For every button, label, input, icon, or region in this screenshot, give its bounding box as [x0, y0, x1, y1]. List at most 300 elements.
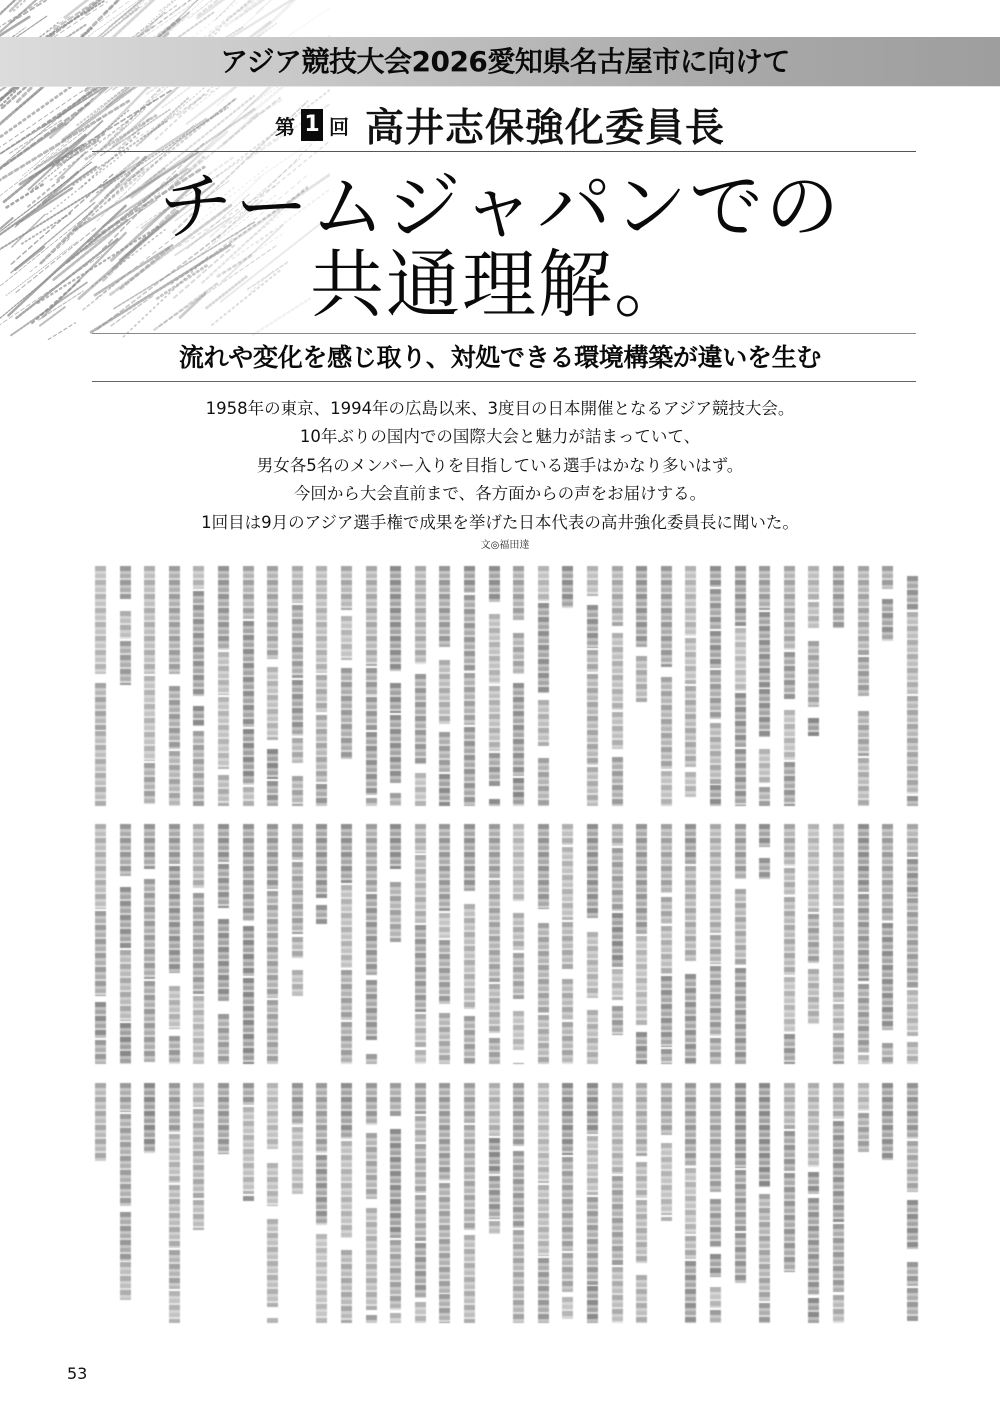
blurred-text-run: [316, 1083, 327, 1153]
blurred-text-run: [882, 923, 893, 1030]
blurred-text-run: [784, 710, 795, 760]
blurred-text-run: [193, 706, 204, 726]
blurred-text-run: [366, 732, 377, 795]
blurred-text-run: [882, 599, 893, 641]
blurred-text-run: [218, 652, 229, 695]
blurred-text-run: [710, 1038, 721, 1064]
blurred-text-run: [562, 922, 573, 969]
blurred-text-run: [267, 566, 278, 659]
blurred-text-run: [243, 787, 254, 806]
blurred-text-run: [95, 731, 106, 806]
blurred-text-run: [833, 1033, 844, 1064]
blurred-text-run: [710, 1310, 721, 1323]
blurred-text-run: [513, 683, 524, 776]
blurred-text-run: [120, 1023, 131, 1064]
blurred-text-run: [120, 611, 131, 639]
blurred-text-run: [538, 1083, 549, 1183]
blurred-text-run: [685, 566, 696, 636]
blurred-text-run: [193, 996, 204, 1064]
blurred-text-run: [858, 824, 869, 892]
blurred-text-run: [882, 824, 893, 921]
blurred-text-run: [316, 566, 327, 673]
blurred-text-run: [685, 1261, 696, 1323]
blurred-text-run: [833, 1004, 844, 1031]
blurred-text-run: [759, 1194, 770, 1301]
blurred-text-run: [415, 824, 426, 853]
blurred-text-run: [612, 848, 623, 911]
blurred-text-run: [390, 824, 401, 869]
blurred-text-run: [759, 612, 770, 688]
blurred-text-run: [267, 667, 278, 740]
blurred-text-run: [464, 1016, 475, 1064]
blurred-text-run: [341, 970, 352, 1020]
blurred-text-run: [587, 1197, 598, 1285]
blurred-text-run: [710, 723, 721, 784]
blurred-text-run: [833, 566, 844, 628]
blurred-text-run: [808, 1198, 819, 1295]
blurred-text-run: [415, 1116, 426, 1142]
blurred-text-run: [120, 1212, 131, 1261]
blurred-text-run: [562, 1157, 573, 1251]
blurred-text-run: [562, 1083, 573, 1155]
blurred-text-run: [562, 1022, 573, 1064]
blurred-text-run: [366, 1083, 377, 1125]
blurred-text-run: [587, 1136, 598, 1195]
blurred-text-run: [120, 1083, 131, 1112]
lead-paragraph: [0, 395, 1000, 537]
blurred-text-run: [341, 616, 352, 660]
blurred-text-run: [415, 925, 426, 1012]
blurred-text-run: [661, 1217, 672, 1221]
blurred-text-run: [735, 566, 746, 626]
blurred-text-run: [243, 1107, 254, 1194]
lead-line: 男女各5名のメンバー入りを目指している選手はかなり多いはず。: [256, 455, 744, 475]
blurred-text-run: [710, 1083, 721, 1192]
blurred-text-run: [193, 566, 204, 589]
blurred-text-run: [439, 1294, 450, 1323]
blurred-text-run: [341, 668, 352, 759]
blurred-text-run: [464, 595, 475, 671]
blurred-text-run: [833, 1121, 844, 1222]
blurred-text-run: [661, 824, 672, 893]
blurred-text-run: [710, 966, 721, 1036]
blurred-text-run: [759, 1303, 770, 1323]
blurred-text-run: [267, 1083, 278, 1149]
blurred-text-run: [858, 894, 869, 981]
blurred-text-run: [489, 799, 500, 806]
blurred-text-run: [759, 1083, 770, 1187]
blurred-text-run: [366, 980, 377, 1040]
blurred-text-run: [538, 700, 549, 746]
blurred-text-run: [316, 675, 327, 712]
episode-heading: [0, 96, 1000, 154]
blurred-text-run: [464, 566, 475, 593]
blurred-text-run: [193, 1083, 204, 1107]
blurred-text-run: [415, 566, 426, 664]
blurred-text-run: [292, 680, 303, 736]
blurred-text-run: [907, 1083, 918, 1139]
blurred-text-run: [587, 824, 598, 918]
blurred-text-run: [218, 824, 229, 862]
divider-top: [92, 151, 916, 152]
blurred-text-run: [120, 641, 131, 685]
blurred-text-run: [636, 656, 647, 702]
blurred-text-run: [169, 566, 180, 674]
blurred-text-run: [415, 1083, 426, 1114]
blurred-text-run: [735, 1083, 746, 1168]
blurred-text-run: [661, 677, 672, 769]
blurred-text-run: [685, 974, 696, 1064]
blurred-text-run: [710, 1254, 721, 1277]
blurred-text-run: [267, 891, 278, 998]
blurred-text-run: [882, 1083, 893, 1160]
blurred-text-run: [808, 824, 819, 912]
blurred-text-run: [169, 1291, 180, 1323]
blurred-text-run: [661, 1143, 672, 1215]
blurred-text-run: [243, 1196, 254, 1201]
author-credit: 文◎福田達: [480, 540, 530, 551]
blurred-text-run: [661, 897, 672, 924]
blurred-text-run: [562, 1297, 573, 1319]
scribble-stroke: [226, 0, 328, 26]
blurred-text-run: [169, 986, 180, 1029]
blurred-text-run: [710, 1199, 721, 1247]
blurred-text-run: [341, 1250, 352, 1323]
blurred-text-run: [612, 1083, 623, 1174]
blurred-text-run: [759, 824, 770, 847]
blurred-text-run: [390, 683, 401, 713]
blurred-text-run: [833, 1083, 844, 1119]
blurred-text-run: [661, 771, 672, 806]
blurred-text-run: [784, 1173, 795, 1272]
blurred-text-run: [292, 566, 303, 603]
blurred-text-run: [636, 1032, 647, 1064]
blurred-text-run: [267, 749, 278, 779]
blurred-text-run: [193, 893, 204, 994]
blurred-text-run: [661, 926, 672, 974]
blurred-text-run: [833, 1295, 844, 1323]
blurred-text-run: [538, 566, 549, 601]
blurred-text-run: [808, 602, 819, 628]
blurred-text-run: [636, 1162, 647, 1198]
blurred-text-run: [341, 1022, 352, 1064]
blurred-text-run: [316, 715, 327, 782]
blurred-text-run: [735, 628, 746, 691]
blurred-text-run: [489, 984, 500, 1033]
blurred-text-run: [735, 1233, 746, 1283]
blurred-text-run: [907, 824, 918, 857]
blurred-text-run: [439, 660, 450, 724]
blurred-text-run: [612, 757, 623, 806]
blurred-text-run: [513, 633, 524, 674]
blurred-text-run: [243, 1083, 254, 1105]
blurred-text-run: [636, 566, 647, 647]
blurred-text-run: [858, 1083, 869, 1111]
blurred-text-run: [243, 978, 254, 1064]
blurred-text-run: [120, 824, 131, 876]
blurred-text-run: [415, 773, 426, 806]
blurred-text-run: [267, 824, 278, 889]
blurred-text-run: [390, 715, 401, 783]
blurred-text-run: [489, 686, 500, 751]
blurred-text-run: [538, 824, 549, 909]
blurred-text-run: [169, 1083, 180, 1132]
headline-line-2: 共通理解。: [310, 242, 690, 328]
blurred-text-run: [95, 1002, 106, 1038]
blurred-text-run: [735, 693, 746, 747]
subheadline: 流れや変化を感じ取り、対処できる環境構築が違いを生む: [178, 343, 822, 372]
blurred-text-run: [735, 1170, 746, 1231]
blurred-text-run: [587, 932, 598, 998]
blurred-text-run: [366, 1054, 377, 1064]
blurred-text-run: [144, 824, 155, 869]
blurred-text-run: [710, 589, 721, 629]
blurred-text-run: [759, 749, 770, 783]
blurred-text-run: [661, 1083, 672, 1135]
blurred-text-run: [316, 1155, 327, 1225]
blurred-text-run: [513, 953, 524, 999]
blurred-text-run: [612, 969, 623, 1000]
blurred-text-run: [562, 847, 573, 920]
blurred-text-run: [710, 935, 721, 964]
blurred-text-run: [439, 1083, 450, 1181]
blurred-text-run: [439, 1013, 450, 1064]
episode-suffix: 回: [328, 114, 349, 139]
lead-line: 10年ぶりの国内での国際大会と魅力が詰まっていて、: [299, 427, 701, 447]
blurred-text-run: [907, 1200, 918, 1249]
blurred-text-run: [587, 605, 598, 648]
blurred-text-run: [316, 824, 327, 898]
blurred-text-run: [685, 1236, 696, 1259]
blurred-text-run: [439, 940, 450, 1004]
blurred-text-run: [833, 824, 844, 906]
blurred-text-run: [439, 824, 450, 911]
blurred-text-run: [366, 1208, 377, 1310]
blurred-text-run: [366, 1133, 377, 1199]
blurred-text-run: [882, 1043, 893, 1064]
blurred-text-run: [562, 824, 573, 845]
blurred-text-run: [858, 758, 869, 806]
blurred-text-run: [907, 1262, 918, 1286]
blurred-text-run: [784, 1131, 795, 1171]
blurred-text-run: [366, 824, 377, 892]
blurred-text-run: [390, 566, 401, 671]
blurred-text-run: [292, 970, 303, 996]
blurred-text-run: [710, 566, 721, 587]
blurred-text-run: [439, 732, 450, 772]
blurred-text-run: [267, 1163, 278, 1206]
blurred-text-run: [169, 824, 180, 864]
blurred-text-run: [489, 880, 500, 982]
blurred-text-run: [636, 1083, 647, 1156]
blurred-text-run: [710, 785, 721, 806]
blurred-text-run: [193, 1109, 204, 1198]
blurred-text-run: [218, 566, 229, 650]
blurred-text-run: [636, 824, 647, 934]
blurred-text-run: [784, 824, 795, 866]
blurred-text-run: [685, 1083, 696, 1166]
interviewee-name: 高井志保強化委員長: [364, 106, 725, 151]
blurred-text-run: [415, 1050, 426, 1064]
blurred-text-run: [759, 787, 770, 806]
blurred-text-run: [144, 879, 155, 979]
blurred-text-run: [882, 566, 893, 589]
blurred-text-run: [218, 697, 229, 769]
blurred-text-run: [390, 1313, 401, 1323]
blurred-text-run: [144, 566, 155, 674]
blurred-text-run: [587, 767, 598, 806]
blurred-text-run: [759, 858, 770, 879]
blurred-text-run: [735, 824, 746, 879]
blurred-text-run: [685, 686, 696, 767]
blurred-text-run: [243, 824, 254, 921]
blurred-text-run: [169, 1036, 180, 1064]
blurred-text-run: [390, 793, 401, 806]
blurred-text-run: [513, 778, 524, 806]
blurred-text-run: [218, 864, 229, 908]
blurred-text-run: [489, 824, 500, 878]
blurred-text-run: [439, 1183, 450, 1293]
blurred-text-run: [612, 1267, 623, 1323]
blurred-text-run: [95, 1040, 106, 1064]
blurred-text-run: [710, 670, 721, 719]
episode-prefix: 第: [274, 114, 295, 139]
blurred-text-run: [144, 676, 155, 761]
blurred-text-run: [808, 914, 819, 963]
blurred-text-run: [685, 638, 696, 684]
blurred-text-run: [858, 1055, 869, 1064]
blurred-text-run: [218, 1014, 229, 1064]
blurred-text-run: [415, 1014, 426, 1047]
blurred-text-run: [144, 1083, 155, 1153]
blurred-text-run: [858, 657, 869, 696]
blurred-text-run: [587, 1083, 598, 1134]
blurred-text-run: [218, 919, 229, 1001]
blurred-text-run: [907, 990, 918, 1036]
blurred-text-run: [833, 1224, 844, 1292]
blurred-text-run: [808, 969, 819, 1024]
blurred-text-run: [808, 566, 819, 600]
blurred-text-run: [636, 936, 647, 1025]
blurred-text-run: [390, 882, 401, 942]
blurred-text-run: [784, 1083, 795, 1129]
blurred-text-run: [464, 1125, 475, 1230]
blurred-text-run: [316, 1234, 327, 1323]
blurred-text-run: [636, 1200, 647, 1263]
blurred-text-run: [513, 1083, 524, 1146]
blurred-text-run: [784, 897, 795, 975]
blurred-text-run: [587, 566, 598, 596]
blurred-text-run: [538, 923, 549, 1013]
blurred-text-run: [292, 862, 303, 934]
blurred-text-run: [316, 784, 327, 806]
article-body-blurred: [90, 566, 930, 1331]
episode-number: 1: [301, 109, 323, 141]
blurred-text-run: [661, 566, 672, 667]
blurred-text-run: [562, 1253, 573, 1292]
blurred-text-run: [685, 772, 696, 797]
blurred-text-run: [710, 824, 721, 933]
blurred-text-run: [587, 650, 598, 672]
blurred-text-run: [784, 762, 795, 806]
blurred-text-run: [538, 603, 549, 693]
blurred-text-run: [735, 968, 746, 1064]
body-tier-3: [90, 1083, 930, 1328]
blurred-text-run: [562, 566, 573, 608]
blurred-text-run: [120, 887, 131, 948]
blurred-text-run: [612, 1176, 623, 1265]
blurred-text-run: [784, 566, 795, 650]
blurred-text-run: [808, 718, 819, 736]
blurred-text-run: [464, 1083, 475, 1123]
blurred-text-run: [341, 885, 352, 968]
blurred-text-run: [341, 824, 352, 883]
blurred-text-run: [464, 824, 475, 891]
blurred-text-run: [193, 824, 204, 888]
blurred-text-run: [95, 824, 106, 909]
blurred-text-run: [587, 1010, 598, 1064]
blurred-text-run: [193, 591, 204, 696]
blurred-text-run: [513, 1230, 524, 1323]
blurred-text-run: [513, 1151, 524, 1228]
blurred-text-run: [415, 674, 426, 764]
blurred-text-run: [587, 674, 598, 765]
divider-subhead-bottom: [92, 381, 916, 382]
blurred-text-run: [661, 1049, 672, 1064]
blurred-text-run: [341, 1083, 352, 1139]
blurred-text-run: [538, 1185, 549, 1256]
blurred-text-run: [538, 758, 549, 806]
blurred-text-run: [366, 894, 377, 975]
blurred-text-run: [612, 1006, 623, 1035]
blurred-text-run: [366, 798, 377, 806]
blurred-text-run: [169, 1185, 180, 1248]
blurred-text-run: [784, 868, 795, 895]
blurred-text-run: [808, 1172, 819, 1194]
blurred-text-run: [95, 566, 106, 674]
blurred-text-run: [169, 1250, 180, 1289]
blurred-text-run: [267, 1318, 278, 1323]
blurred-text-run: [489, 1038, 500, 1064]
blurred-text-run: [907, 859, 918, 897]
blurred-text-run: [439, 913, 450, 938]
blurred-text-run: [685, 866, 696, 961]
scribble-stroke: [86, 0, 167, 14]
blurred-text-run: [390, 1129, 401, 1238]
blurred-text-run: [808, 1083, 819, 1167]
blurred-text-run: [784, 1034, 795, 1064]
blurred-text-run: [193, 731, 204, 806]
blurred-text-run: [464, 673, 475, 725]
blurred-text-run: [292, 776, 303, 806]
blurred-text-run: [858, 984, 869, 1053]
blurred-text-run: [243, 566, 254, 619]
blurred-text-run: [858, 1113, 869, 1152]
blurred-text-run: [907, 696, 918, 794]
blurred-text-run: [341, 1141, 352, 1238]
blurred-text-run: [366, 1315, 377, 1323]
blurred-text-run: [415, 855, 426, 923]
blurred-text-run: [710, 631, 721, 668]
blurred-text-run: [243, 621, 254, 727]
blurred-text-run: [513, 824, 524, 901]
blurred-text-run: [267, 781, 278, 806]
blurred-text-run: [120, 1262, 131, 1300]
blurred-text-run: [464, 727, 475, 806]
blurred-text-run: [612, 633, 623, 710]
blurred-text-run: [710, 1287, 721, 1308]
blurred-text-run: [907, 1141, 918, 1192]
